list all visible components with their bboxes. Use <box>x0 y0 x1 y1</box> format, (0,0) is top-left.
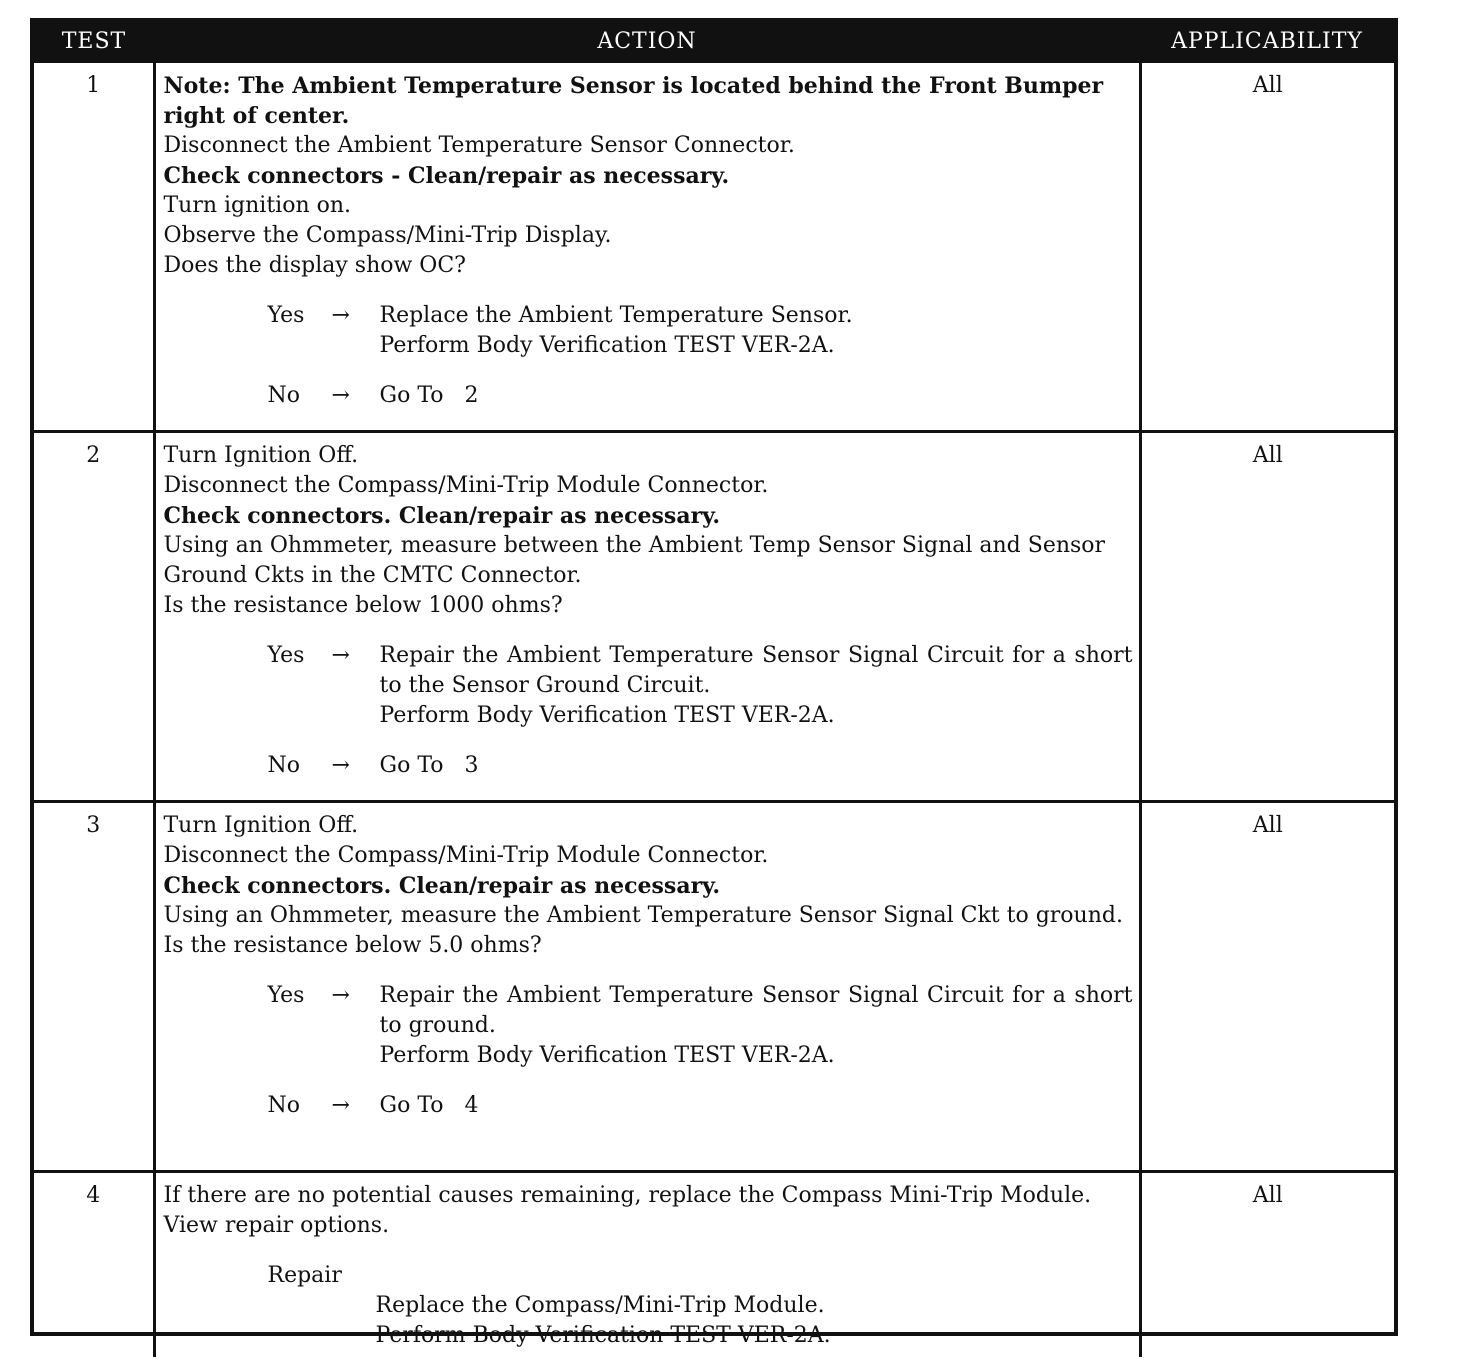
result-text: Replace the Ambient Temperature Sensor. <box>379 303 853 328</box>
step-text: Disconnect the Ambient Temperature Sensor Connector. <box>163 133 795 158</box>
action-cell <box>154 62 1140 432</box>
action-cell <box>154 432 1140 802</box>
arrow-icon: → <box>331 383 350 408</box>
result-text: Perform Body Verification TEST VER-2A. <box>379 1043 835 1068</box>
note-text: Note: The Ambient Temperature Sensor is located behind the Front Bumper right of center. <box>163 73 1104 129</box>
yes-label: Yes <box>267 643 305 668</box>
step-text: Using an Ohmmeter, measure the Ambient Temperature Sensor Signal Ckt to ground. <box>163 903 1123 928</box>
table-row <box>34 802 1394 1172</box>
header-applicability: APPLICABILITY <box>1140 22 1394 62</box>
applicability-value: All <box>1140 62 1394 432</box>
action-cell <box>154 1172 1140 1358</box>
step-text: If there are no potential causes remaining, replace the Compass Mini-Trip Module. <box>163 1183 1092 1208</box>
step-text: Disconnect the Compass/Mini-Trip Module Connector. <box>163 473 769 498</box>
diagnostic-test-table <box>30 18 1398 1348</box>
table-row <box>34 1172 1394 1358</box>
repair-label: Repair <box>267 1263 342 1288</box>
step-text: Check connectors. Clean/repair as necessary. <box>163 873 721 899</box>
arrow-icon: → <box>331 643 350 668</box>
applicability-value: All <box>1140 802 1394 1172</box>
step-text: Is the resistance below 5.0 ohms? <box>163 933 542 958</box>
no-branch <box>268 381 1133 411</box>
action-cell <box>154 802 1140 1172</box>
test-number: 1 <box>34 62 154 432</box>
no-label: No <box>267 753 300 778</box>
result-text: Perform Body Verification TEST VER-2A. <box>379 703 835 728</box>
no-result: Go To 4 <box>379 1093 479 1118</box>
no-result: Go To 3 <box>379 753 479 778</box>
test-number: 3 <box>34 802 154 1172</box>
arrow-icon: → <box>331 1093 350 1118</box>
arrow-icon: → <box>331 753 350 778</box>
applicability-value: All <box>1140 432 1394 802</box>
yes-branch <box>268 981 1133 1071</box>
step-text: View repair options. <box>163 1213 390 1238</box>
yes-label: Yes <box>267 983 305 1008</box>
step-text: Turn Ignition Off. <box>163 443 359 468</box>
yes-label: Yes <box>267 303 305 328</box>
step-text: Turn ignition on. <box>163 193 352 218</box>
repair-step-text: Replace the Compass/Mini-Trip Module. <box>375 1293 825 1318</box>
no-label: No <box>267 383 300 408</box>
arrow-icon: → <box>331 983 350 1008</box>
result-text: Repair the Ambient Temperature Sensor Signal Circuit for a short to ground. <box>379 983 1133 1038</box>
applicability-value: All <box>1140 1172 1394 1358</box>
step-text: Turn Ignition Off. <box>163 813 359 838</box>
no-result: Go To 2 <box>379 383 479 408</box>
repair-steps <box>376 1291 1133 1351</box>
yes-result <box>380 301 1133 361</box>
header-test: TEST <box>34 22 154 62</box>
test-number: 4 <box>34 1172 154 1358</box>
step-text: Is the resistance below 1000 ohms? <box>163 593 563 618</box>
yes-branch <box>268 641 1133 731</box>
step-text: Check connectors. Clean/repair as necessary. <box>163 503 721 529</box>
result-text: Perform Body Verification TEST VER-2A. <box>379 333 835 358</box>
table-row <box>34 432 1394 802</box>
no-branch <box>268 751 1133 781</box>
test-number: 2 <box>34 432 154 802</box>
header-row <box>34 22 1394 62</box>
step-text: Does the display show OC? <box>163 253 466 278</box>
repair-step-text: Perform Body Verification TEST VER-2A. <box>375 1323 831 1348</box>
test-table <box>34 22 1394 1357</box>
arrow-icon: → <box>331 303 350 328</box>
step-text: Using an Ohmmeter, measure between the Ambient Temp Sensor Signal and Sensor Ground Ckts in the CMTC Connector. <box>163 533 1106 588</box>
header-action: ACTION <box>154 22 1140 62</box>
table-row <box>34 62 1394 432</box>
step-text: Disconnect the Compass/Mini-Trip Module Connector. <box>163 843 769 868</box>
result-text: Repair the Ambient Temperature Sensor Signal Circuit for a short to the Sensor Ground Circuit. <box>379 643 1133 698</box>
step-text: Check connectors - Clean/repair as necessary. <box>163 163 730 189</box>
yes-result <box>380 981 1133 1071</box>
no-label: No <box>267 1093 300 1118</box>
step-text: Observe the Compass/Mini-Trip Display. <box>163 223 612 248</box>
yes-branch <box>268 301 1133 361</box>
no-branch <box>268 1091 1133 1121</box>
yes-result <box>380 641 1133 731</box>
